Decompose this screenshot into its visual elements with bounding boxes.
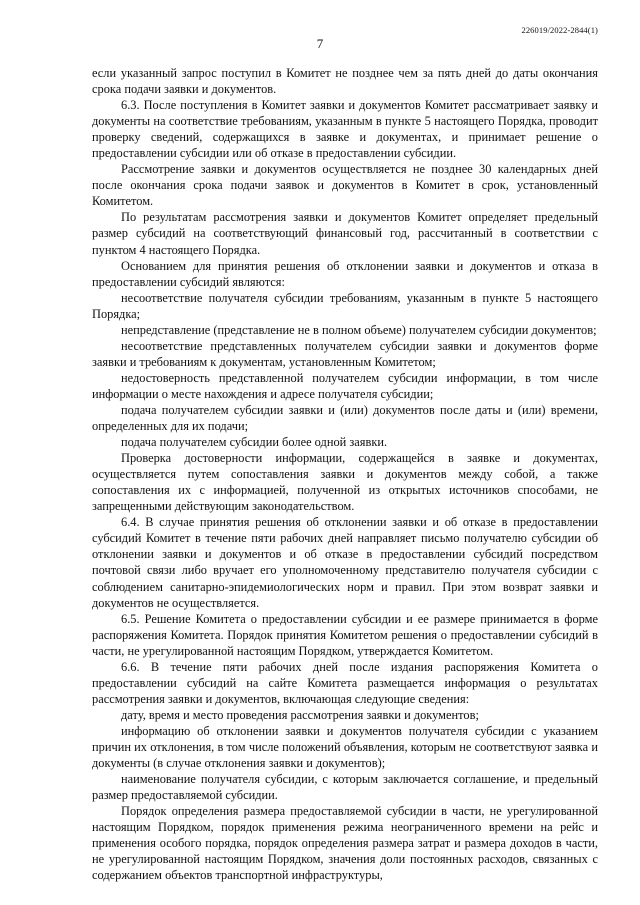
list-item: подача получателем субсидии более одной заявки. <box>121 435 388 450</box>
list-item: информацию об отклонении заявки и документов получателя субсидии с указанием причин их отклонения, в том числе положений объявления, которым не соответствуют заявка и документы (в случае отклонения заявки и документов); <box>92 723 598 771</box>
list-item: несоответствие получателя субсидии требованиям, указанным в пункте 5 настоящего Порядка; <box>92 290 598 321</box>
paragraph: Основанием для принятия решения об отклонении заявки и документов и отказа в предоставлении субсидий являются: <box>92 258 598 289</box>
document-registration-number: 226019/2022-2844(1) <box>521 25 598 35</box>
paragraph: 6.5. Решение Комитета о предоставлении субсидии и ее размере принимается в форме распоряжения Комитета. Порядок принятия Комитетом решения о предоставлении субсидий в части, не урегулированной настоящим Порядком, утверждается Комитетом. <box>92 611 598 658</box>
list-item: непредставление (представление не в полном объеме) получателем субсидии документов; <box>121 322 597 337</box>
page-number: 7 <box>316 36 324 51</box>
paragraph: Порядок определения размера предоставляемой субсидии в части, не урегулированной настоящим Порядком, порядок применения режима неограниченного времени на рейс и применения особого порядка, порядок определения размера затрат и размера доходов в части, не урегулированной настоящим Порядком, значения доли постоянных расходов, связанных с содержанием объектов транспортной инфраструктуры, <box>92 804 598 883</box>
list-item: несоответствие представленных получателем субсидии заявки и документов форме заявки и требованиям к документам, установленным Комитетом; <box>92 338 598 369</box>
paragraph: По результатам рассмотрения заявки и документов Комитет определяет предельный размер субсидий на соответствующий финансовый год, рассчитанный в соответствии с пунктом 4 настоящего Порядка. <box>92 210 598 257</box>
list-item: недостоверность представленной получателем субсидии информации, в том числе информации о месте нахождения и адресе получателя субсидии; <box>92 370 598 401</box>
paragraph: 6.3. После поступления в Комитет заявки и документов Комитет рассматривает заявку и документы на соответствие требованиям, указанным в пункте 5 настоящего Порядка, проводит проверку сведений, содержащихся в заявке и документах, и принимает решение о предоставлении субсидии или об отказе в предоставлении субсидии. <box>92 98 598 161</box>
paragraph: Рассмотрение заявки и документов осуществляется не позднее 30 календарных дней после окончания срока подачи заявок и документов в Комитет в срок, установленный Комитетом. <box>92 162 598 209</box>
list-item: дату, время и место проведения рассмотрения заявки и документов; <box>121 707 479 722</box>
paragraph: Проверка достоверности информации, содержащейся в заявке и документах, осуществляется путем сопоставления заявки и документов между собой, а также сопоставления их с информацией, полученной из открытых источников способами, не запрещенными действующим законодательством. <box>92 451 598 514</box>
paragraph: 6.6. В течение пяти рабочих дней после издания распоряжения Комитета о предоставлении субсидий на сайте Комитета размещается информация о результатах рассмотрения заявки и документов, включающая следующие сведения: <box>92 659 598 706</box>
list-item: наименование получателя субсидии, с которым заключается соглашение, и предельный размер предоставляемой субсидии. <box>92 772 598 803</box>
list-item: подача получателем субсидии заявки и (или) документов после даты и (или) времени, определенных для их подачи; <box>92 402 598 434</box>
paragraph: если указанный запрос поступил в Комитет не позднее чем за пять дней до даты окончания срока подачи заявки и документов. <box>92 66 598 97</box>
paragraph: 6.4. В случае принятия решения об отклонении заявки и об отказе в предоставлении субсидий Комитет в течение пяти рабочих дней направляет письмо получателю субсидии об отклонении заявки и документов и об отказе в предоставлении субсидий посредством почтовой связи либо вручает его уполномоченному представителю получателя субсидии с соблюдением санитарно-эпидемиологических норм и правил. При этом возврат заявки и документов не осуществляется. <box>92 515 598 610</box>
document-body <box>92 65 598 883</box>
